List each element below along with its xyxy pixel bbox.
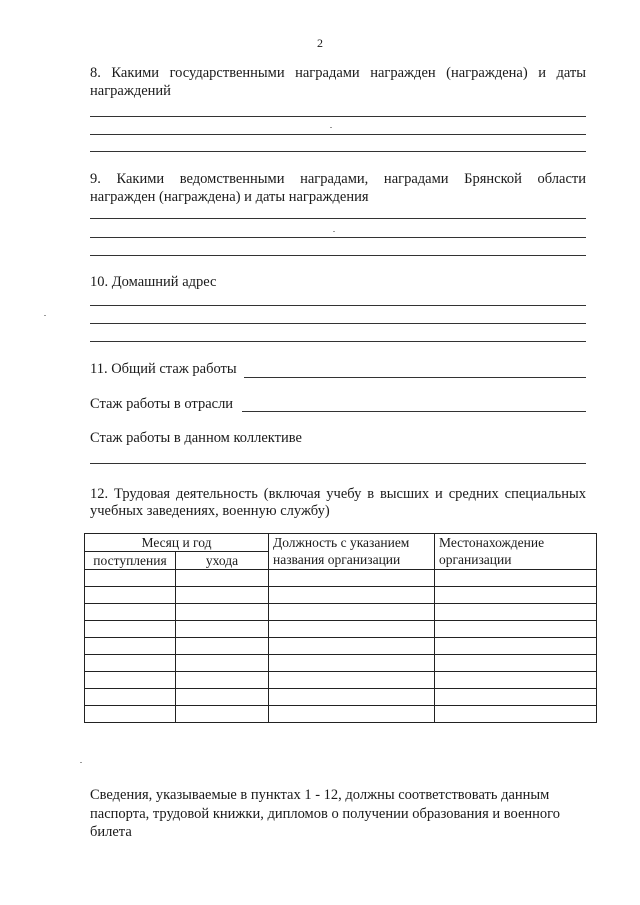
location-cell[interactable] (435, 621, 597, 638)
location-cell[interactable] (435, 638, 597, 655)
exit-date-cell[interactable] (176, 638, 269, 655)
question-10-label: 10. Домашний адрес (90, 274, 217, 290)
scan-speck (330, 127, 332, 128)
exit-date-cell[interactable] (176, 587, 269, 604)
exit-date-cell[interactable] (176, 570, 269, 587)
month-year-header: Месяц и год (85, 534, 269, 552)
table-row (85, 706, 597, 723)
scan-speck (80, 762, 82, 763)
position-header-line-1: Должность с указанием (273, 535, 410, 550)
exit-date-header: ухода (176, 552, 269, 570)
location-header-line-2: организации (439, 552, 512, 567)
entry-date-cell[interactable] (85, 672, 176, 689)
total-experience-field[interactable] (244, 377, 586, 378)
industry-experience-label: Стаж работы в отрасли (90, 396, 234, 412)
table-header-row (85, 534, 597, 552)
entry-date-cell[interactable] (85, 706, 176, 723)
table-row (85, 570, 597, 587)
question-8-line-1: 8. Какими государственными наградами награжден (награждена) и даты (90, 65, 586, 81)
q8-answer-line-2[interactable] (90, 134, 586, 135)
question-8-line-2: награждений (90, 83, 171, 99)
q10-answer-line-1[interactable] (90, 305, 586, 306)
question-12-line-1: 12. Трудовая деятельность (включая учебу в высших и средних специальных (90, 486, 586, 502)
table-row (85, 621, 597, 638)
table-row (85, 638, 597, 655)
location-cell[interactable] (435, 570, 597, 587)
scan-speck (44, 315, 46, 316)
entry-date-cell[interactable] (85, 655, 176, 672)
exit-date-cell[interactable] (176, 604, 269, 621)
table-row (85, 655, 597, 672)
exit-date-cell[interactable] (176, 655, 269, 672)
q10-answer-line-2[interactable] (90, 323, 586, 324)
position-cell[interactable] (269, 570, 435, 587)
table-body (85, 570, 597, 723)
question-9-line-2: награжден (награждена) и даты награждения (90, 189, 369, 205)
exit-date-cell[interactable] (176, 706, 269, 723)
exit-date-cell[interactable] (176, 672, 269, 689)
location-cell[interactable] (435, 604, 597, 621)
location-cell[interactable] (435, 672, 597, 689)
q8-answer-line-1[interactable] (90, 116, 586, 117)
exit-date-cell[interactable] (176, 689, 269, 706)
entry-date-cell[interactable] (85, 638, 176, 655)
collective-experience-field[interactable] (90, 463, 586, 464)
table-row (85, 689, 597, 706)
q9-answer-line-2[interactable] (90, 237, 586, 238)
q9-answer-line-1[interactable] (90, 218, 586, 219)
position-cell[interactable] (269, 621, 435, 638)
entry-date-cell[interactable] (85, 604, 176, 621)
entry-date-cell[interactable] (85, 587, 176, 604)
table-row (85, 672, 597, 689)
footnote-line-2: паспорта, трудовой книжки, дипломов о получении образования и военного (90, 805, 560, 822)
page-number: 2 (317, 36, 323, 50)
entry-date-cell[interactable] (85, 621, 176, 638)
position-cell[interactable] (269, 672, 435, 689)
question-12-line-2: учебных заведениях, военную службу) (90, 503, 330, 519)
question-9-line-1: 9. Какими ведомственными наградами, наградами Брянской области (90, 171, 586, 187)
q9-answer-line-3[interactable] (90, 255, 586, 256)
entry-date-cell[interactable] (85, 689, 176, 706)
footnote-line-1: Сведения, указываемые в пунктах 1 - 12, должны соответствовать данным (90, 787, 550, 803)
location-cell[interactable] (435, 587, 597, 604)
entry-date-cell[interactable] (85, 570, 176, 587)
scan-speck (333, 231, 335, 232)
position-header-line-2: названия организации (273, 552, 401, 567)
exit-date-cell[interactable] (176, 621, 269, 638)
position-cell[interactable] (269, 706, 435, 723)
position-header (269, 534, 435, 570)
location-cell[interactable] (435, 689, 597, 706)
q8-answer-line-3[interactable] (90, 151, 586, 152)
industry-experience-field[interactable] (242, 411, 586, 412)
position-cell[interactable] (269, 604, 435, 621)
location-cell[interactable] (435, 655, 597, 672)
location-header (435, 534, 597, 570)
table-row (85, 587, 597, 604)
location-cell[interactable] (435, 706, 597, 723)
entry-date-header: поступления (85, 552, 176, 570)
footnote (90, 786, 586, 842)
position-cell[interactable] (269, 689, 435, 706)
position-cell[interactable] (269, 587, 435, 604)
position-cell[interactable] (269, 655, 435, 672)
total-experience-label: 11. Общий стаж работы (90, 361, 237, 377)
footnote-line-3: билета (90, 824, 132, 840)
employment-history-table (84, 533, 597, 723)
table-row (85, 604, 597, 621)
location-header-line-1: Местонахождение (439, 535, 545, 550)
q10-answer-line-3[interactable] (90, 341, 586, 342)
collective-experience-label: Стаж работы в данном коллективе (90, 430, 302, 446)
position-cell[interactable] (269, 638, 435, 655)
